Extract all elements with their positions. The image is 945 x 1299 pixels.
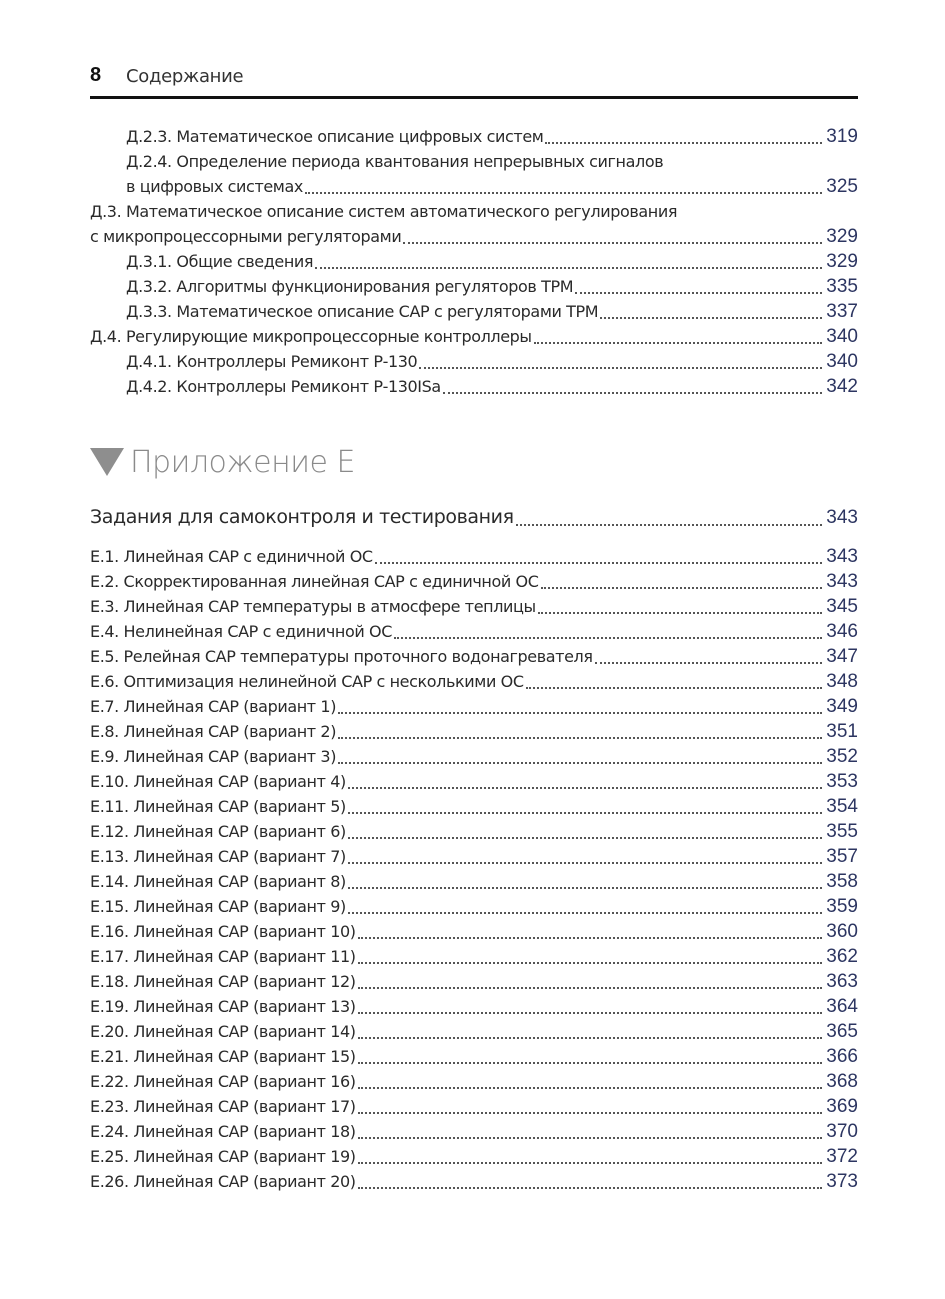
toc-entry-label: Е.6. Оптимизация нелинейной САР с несколькими ОС: [90, 672, 524, 691]
toc-entry[interactable]: [90, 199, 858, 224]
toc-entry-label: Д.3.2. Алгоритмы функционирования регуляторов ТРМ: [126, 277, 574, 296]
toc-entry-label: Е.10. Линейная САР (вариант 4): [90, 772, 346, 791]
toc-entry-page: 348: [826, 671, 858, 692]
toc-entry-label: Е.3. Линейная САР температуры в атмосфере теплицы: [90, 597, 536, 616]
toc-entry-page: 357: [826, 846, 858, 867]
toc-entry[interactable]: [90, 594, 858, 619]
toc-entry-label: Д.3. Математическое описание систем автоматического регулирования: [90, 202, 678, 221]
toc-entry[interactable]: [90, 719, 858, 744]
leader-dots: [358, 1087, 823, 1089]
toc-entry[interactable]: [90, 844, 858, 869]
leader-dots: [348, 812, 822, 814]
toc-entry[interactable]: [90, 174, 858, 199]
leader-dots: [348, 912, 822, 914]
leader-dots: [403, 242, 822, 244]
toc-entry[interactable]: [90, 744, 858, 769]
toc-entry-label: Д.4.1. Контроллеры Ремиконт Р-130: [126, 352, 418, 371]
toc-entry[interactable]: [90, 349, 858, 374]
leader-dots: [394, 637, 822, 639]
toc-entry[interactable]: [90, 919, 858, 944]
toc-entry[interactable]: [90, 1144, 858, 1169]
toc-entry-label: Е.21. Линейная САР (вариант 15): [90, 1047, 356, 1066]
leader-dots: [516, 524, 823, 526]
toc-entry-page: 353: [826, 771, 858, 792]
leader-dots: [541, 587, 823, 589]
leader-dots: [348, 787, 822, 789]
toc-entry-page: 362: [826, 946, 858, 967]
leader-dots: [358, 937, 823, 939]
toc-entry-page: 372: [826, 1146, 858, 1167]
toc-entry[interactable]: [90, 819, 858, 844]
toc-entry-label: Е.16. Линейная САР (вариант 10): [90, 922, 356, 941]
leader-dots: [348, 862, 822, 864]
toc-entry[interactable]: [90, 1019, 858, 1044]
leader-dots: [315, 267, 822, 269]
toc-entry-page: 355: [826, 821, 858, 842]
toc-entry-page: 365: [826, 1021, 858, 1042]
toc-entry-label: Е.7. Линейная САР (вариант 1): [90, 697, 337, 716]
toc-entry-page: 325: [826, 176, 858, 197]
toc-entry[interactable]: [90, 1119, 858, 1144]
toc-entry[interactable]: [90, 1094, 858, 1119]
leader-dots: [600, 317, 822, 319]
toc-entry-page: 360: [826, 921, 858, 942]
toc-entry-page: 366: [826, 1046, 858, 1067]
toc-entry-page: 370: [826, 1121, 858, 1142]
toc-entry[interactable]: [90, 299, 858, 324]
leader-dots: [358, 1112, 823, 1114]
leader-dots: [595, 662, 823, 664]
toc-entry-label: Д.2.4. Определение периода квантования непрерывных сигналов: [126, 152, 664, 171]
leader-dots: [358, 1037, 823, 1039]
toc-entry-label: Е.24. Линейная САР (вариант 18): [90, 1122, 356, 1141]
toc-entry[interactable]: [90, 669, 858, 694]
toc-entry[interactable]: [90, 894, 858, 919]
leader-dots: [375, 562, 823, 564]
toc-entry-label: Е.5. Релейная САР температуры проточного водонагревателя: [90, 647, 593, 666]
toc-entry-label: Е.17. Линейная САР (вариант 11): [90, 947, 356, 966]
toc-entry-label: в цифровых системах: [126, 177, 303, 196]
toc-entry-label: Е.8. Линейная САР (вариант 2): [90, 722, 337, 741]
toc-entry[interactable]: [90, 324, 858, 349]
leader-dots: [358, 987, 823, 989]
toc-chapter-entry[interactable]: [90, 505, 858, 533]
toc-entry-label: Е.20. Линейная САР (вариант 14): [90, 1022, 356, 1041]
toc-entry-label: Д.3.1. Общие сведения: [126, 252, 314, 271]
toc-entry[interactable]: [90, 274, 858, 299]
toc-entry-page: 359: [826, 896, 858, 917]
toc-entry-label: Е.11. Линейная САР (вариант 5): [90, 797, 346, 816]
section-title: Приложение Е: [130, 444, 355, 480]
leader-dots: [348, 837, 822, 839]
toc-entry-label: Е.14. Линейная САР (вариант 8): [90, 872, 346, 891]
leader-dots: [338, 737, 822, 739]
toc-entry-page: 373: [826, 1171, 858, 1192]
toc-entry-page: 343: [826, 507, 858, 528]
toc-entry[interactable]: [90, 249, 858, 274]
toc-entry[interactable]: [90, 694, 858, 719]
running-header: [90, 64, 858, 99]
toc-entry-page: 343: [826, 546, 858, 567]
toc-entry-label: Е.2. Скорректированная линейная САР с единичной ОС: [90, 572, 539, 591]
toc-entry-label: с микропроцессорными регуляторами: [90, 227, 402, 246]
toc-entry-page: 369: [826, 1096, 858, 1117]
toc-entry[interactable]: [90, 794, 858, 819]
toc-entry-page: 358: [826, 871, 858, 892]
leader-dots: [538, 612, 823, 614]
toc-entry[interactable]: [90, 769, 858, 794]
leader-dots: [358, 1012, 823, 1014]
toc-entry-label: Е.13. Линейная САР (вариант 7): [90, 847, 346, 866]
toc-entry-label: Е.22. Линейная САР (вариант 16): [90, 1072, 356, 1091]
leader-dots: [348, 887, 822, 889]
leader-dots: [358, 1162, 823, 1164]
toc-entry-page: 340: [826, 351, 858, 372]
running-title: Содержание: [126, 66, 244, 87]
leader-dots: [358, 1187, 823, 1189]
leader-dots: [534, 342, 823, 344]
page-number: 8: [90, 64, 102, 86]
toc-entry-label: Д.4. Регулирующие микропроцессорные контроллеры: [90, 327, 532, 346]
toc-entry-page: 329: [826, 251, 858, 272]
toc-entry[interactable]: [90, 1044, 858, 1069]
toc-entry-label: Д.3.3. Математическое описание САР с регуляторами ТРМ: [126, 302, 599, 321]
toc-entry[interactable]: [90, 619, 858, 644]
toc-entry[interactable]: [90, 969, 858, 994]
toc-entry-page: 329: [826, 226, 858, 247]
toc-entry-page: 368: [826, 1071, 858, 1092]
toc-entry-page: 352: [826, 746, 858, 767]
toc-entry-label: Е.1. Линейная САР с единичной ОС: [90, 547, 373, 566]
toc-entry-page: 354: [826, 796, 858, 817]
toc-entry-page: 335: [826, 276, 858, 297]
toc-entry[interactable]: [90, 569, 858, 594]
toc-entry-page: 363: [826, 971, 858, 992]
toc-entry-page: 319: [826, 126, 858, 147]
toc-entry-page: 337: [826, 301, 858, 322]
leader-dots: [338, 712, 822, 714]
toc-entry-label: Е.9. Линейная САР (вариант 3): [90, 747, 337, 766]
toc-entry-page: 351: [826, 721, 858, 742]
leader-dots: [545, 142, 822, 144]
toc-entry[interactable]: [90, 1169, 858, 1194]
leader-dots: [526, 687, 823, 689]
toc-entry-page: 340: [826, 326, 858, 347]
toc-entry[interactable]: [90, 994, 858, 1019]
toc-entry[interactable]: [90, 869, 858, 894]
leader-dots: [358, 962, 823, 964]
toc-entry-label: Задания для самоконтроля и тестирования: [90, 506, 514, 528]
leader-dots: [443, 392, 823, 394]
toc-entry-label: Д.4.2. Контроллеры Ремиконт Р-130ISa: [126, 377, 441, 396]
toc-entry-label: Е.18. Линейная САР (вариант 12): [90, 972, 356, 991]
section-heading: [90, 442, 355, 482]
chapter-entry-container: [90, 505, 858, 533]
toc-entry-label: Е.4. Нелинейная САР с единичной ОС: [90, 622, 392, 641]
toc-entry[interactable]: [90, 149, 858, 174]
leader-dots: [419, 367, 822, 369]
toc-entry-page: 345: [826, 596, 858, 617]
leader-dots: [305, 192, 822, 194]
toc-entry-label: Е.26. Линейная САР (вариант 20): [90, 1172, 356, 1191]
leader-dots: [358, 1137, 823, 1139]
toc-entry-label: Е.23. Линейная САР (вариант 17): [90, 1097, 356, 1116]
toc-entry-page: 349: [826, 696, 858, 717]
toc-entry[interactable]: [90, 1069, 858, 1094]
toc-entry-label: Е.25. Линейная САР (вариант 19): [90, 1147, 356, 1166]
toc-entry-page: 343: [826, 571, 858, 592]
leader-dots: [338, 762, 822, 764]
toc-entry-page: 347: [826, 646, 858, 667]
toc-entry-page: 342: [826, 376, 858, 397]
toc-entry-label: Д.2.3. Математическое описание цифровых систем: [126, 127, 544, 146]
leader-dots: [575, 292, 822, 294]
toc-entry[interactable]: [90, 124, 858, 149]
toc-entry-label: Е.19. Линейная САР (вариант 13): [90, 997, 356, 1016]
toc-entry-label: Е.15. Линейная САР (вариант 9): [90, 897, 346, 916]
toc-entry-page: 364: [826, 996, 858, 1017]
leader-dots: [358, 1062, 823, 1064]
toc-bottom-list: [90, 544, 858, 1194]
toc-top-list: [90, 124, 858, 399]
toc-entry[interactable]: [90, 224, 858, 249]
toc-entry[interactable]: [90, 544, 858, 569]
toc-entry-label: Е.12. Линейная САР (вариант 6): [90, 822, 346, 841]
toc-entry[interactable]: [90, 374, 858, 399]
toc-entry[interactable]: [90, 644, 858, 669]
triangle-down-icon: [90, 448, 124, 476]
toc-entry-page: 346: [826, 621, 858, 642]
toc-entry[interactable]: [90, 944, 858, 969]
